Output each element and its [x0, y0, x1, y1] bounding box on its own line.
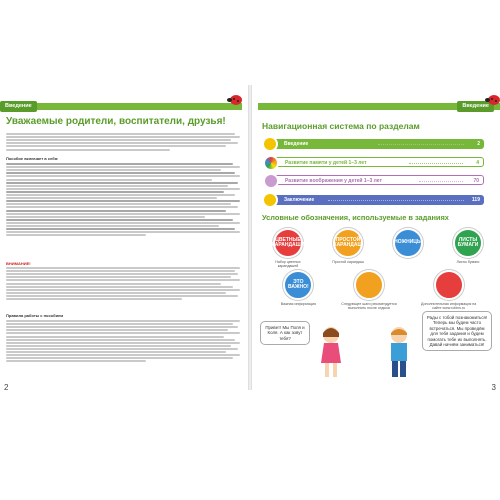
symbols-heading: Условные обозначения, используемые в заданиях [262, 213, 449, 222]
right-page [252, 85, 500, 390]
speech-bubble-right: Рады с тобой познакомиться! Теперь мы будем часто встречаться. Мы проведём для тебя задания и будем помогать тебе их выполнять. Давай начнём заниматься! [422, 311, 492, 351]
nav-row-conclusion[interactable]: Заключение 119 [268, 195, 484, 205]
symbols-row-bottom [266, 270, 490, 310]
book-spread [0, 85, 500, 390]
symbol-color-pencils: ЦВЕТНЫЕ КАРАНДАШИ Набор цветных карандашей [266, 228, 310, 268]
speech-bubble-left: Привет! Мы Поля и Коля. А как зовут тебя? [260, 321, 310, 345]
left-page-title: Уважаемые родители, воспитатели, друзья! [6, 116, 226, 127]
ladybug-icon [488, 95, 500, 105]
symbols-row-top [266, 228, 490, 268]
girl-character-icon [316, 325, 346, 380]
symbol-important: ЭТО ВАЖНО! Важная информация [276, 270, 320, 310]
left-section-tab: Введение [0, 101, 37, 112]
rules-text [6, 319, 240, 363]
pencil-icon: ПРОСТОЙ КАРАНДАШ [333, 228, 363, 258]
color-pencils-icon: ЦВЕТНЫЕ КАРАНДАШИ [273, 228, 303, 258]
paper-sheets-icon: ЛИСТЫ БУМАГИ [453, 228, 483, 258]
symbol-paper: ЛИСТЫ БУМАГИ Листы бумаги [446, 228, 490, 268]
computer-icon [434, 270, 464, 300]
child-rest-icon [354, 270, 384, 300]
left-page-number: 2 [4, 383, 9, 392]
nav-row-intro[interactable]: Введение 2 [268, 139, 484, 149]
cloud-icon [263, 173, 279, 189]
right-section-tab: Введение [457, 101, 494, 112]
symbol-website: Дополнительная информация на сайте www.robins.ru [418, 270, 480, 310]
symbol-scissors [386, 228, 430, 268]
warning-label: ВНИМАНИЕ! [6, 261, 31, 266]
contents-subheading: Пособие включает в себя: [6, 156, 59, 161]
warning-text [6, 266, 240, 301]
symbol-pencil: ПРОСТОЙ КАРАНДАШ Простой карандаш [326, 228, 370, 268]
important-icon: ЭТО ВАЖНО! [283, 270, 313, 300]
intro-text [6, 132, 240, 152]
boy-character-icon [384, 325, 414, 380]
rainbow-icon [263, 155, 279, 171]
right-page-number: 3 [491, 383, 496, 392]
sun-icon [262, 192, 278, 208]
left-page [0, 85, 248, 390]
flower-icon [262, 136, 278, 152]
rules-heading: Правила работы с пособием [6, 313, 64, 318]
nav-row-memory[interactable]: Развитие памяти у детей 1–3 лет 4 [268, 157, 484, 167]
scissors-icon: НОЖНИЦЫ [393, 228, 423, 258]
ladybug-icon [230, 95, 242, 105]
contents-list [6, 162, 240, 237]
nav-row-imagination[interactable]: Развитие воображения у детей 1–3 лет 70 [268, 175, 484, 185]
symbol-rest: Следующее шаги рекомендуется выполнять после отдыха [341, 270, 397, 310]
navigation-heading: Навигационная система по разделам [262, 121, 420, 131]
